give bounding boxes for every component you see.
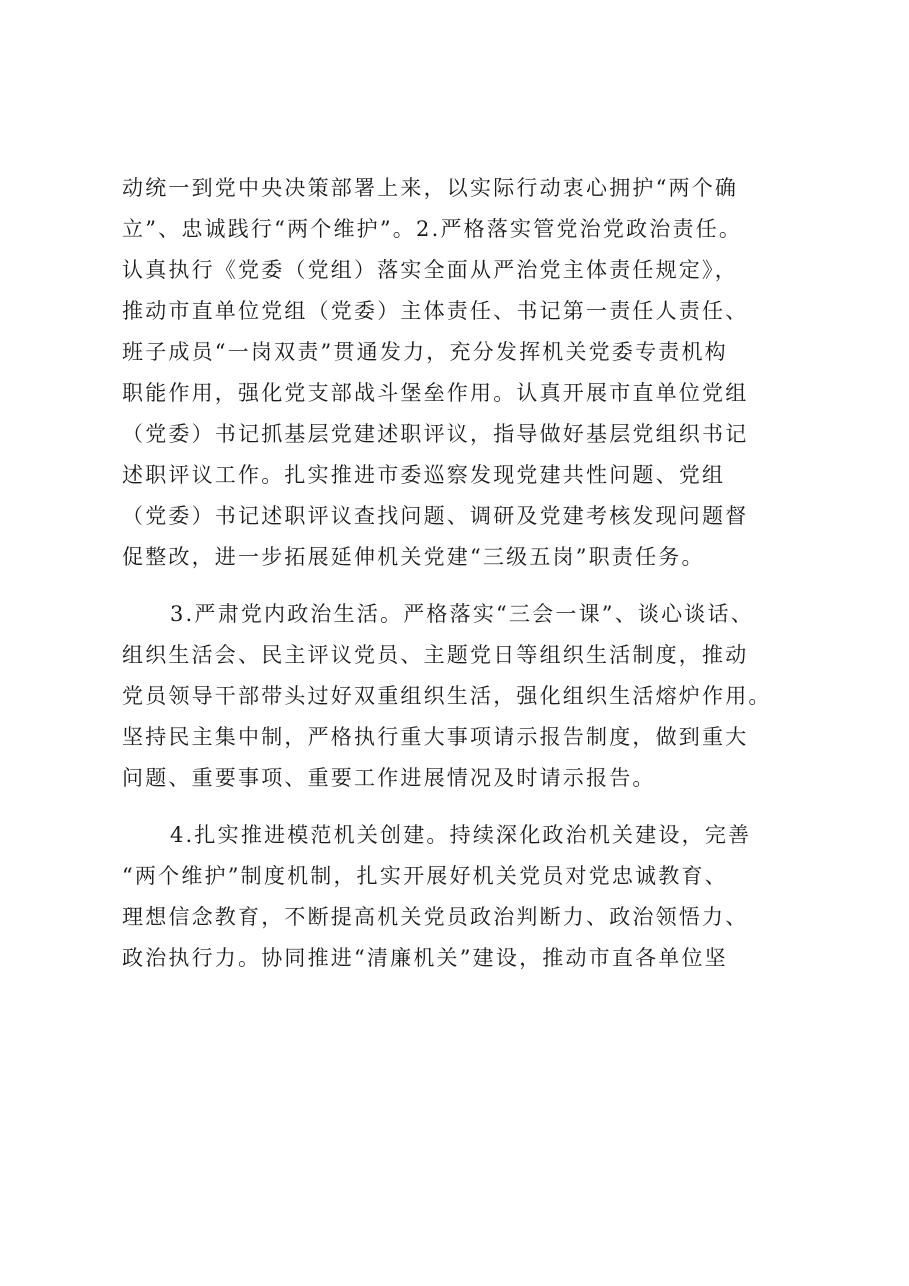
text-line: “两个维护”制度机制，扎实开展好机关党员对党忠诚教育、: [122, 864, 728, 888]
text-line: 理想信念教育，不断提高机关党员政治判断力、政治领悟力、: [122, 905, 749, 929]
text-line: 坚持民主集中制，严格执行重大事项请示报告制度，做到重大: [122, 725, 749, 749]
text-line: （党委）书记述职评议查找问题、调研及党建考核发现问题督: [122, 504, 749, 528]
text-line: 述职评议工作。扎实推进市委巡察发现党建共性问题、党组: [122, 463, 726, 487]
paragraph-start-line: 3.严肃党内政治生活。严格落实“三会一课”、谈心谈话、: [170, 602, 754, 626]
text-line: 职能作用，强化党支部战斗堡垒作用。认真开展市直单位党组: [122, 381, 749, 405]
text-line: 认真执行《党委（党组）落实全面从严治党主体责任规定》，: [122, 258, 738, 282]
text-line: 动统一到党中央决策部署上来，以实际行动衷心拥护“两个确: [122, 176, 739, 200]
text-line: 党员领导干部带头过好双重组织生活，强化组织生活熔炉作用。: [122, 684, 772, 708]
paragraph-gap: [122, 799, 822, 815]
text-line: （党委）书记抓基层党建述职评议，指导做好基层党组织书记: [122, 422, 749, 446]
paragraph-start-line: 4.扎实推进模范机关创建。持续深化政治机关建设，完善: [170, 823, 752, 847]
document-body: [122, 168, 822, 979]
text-line: 问题、重要事项、重要工作进展情况及时请示报告。: [122, 766, 656, 790]
text-line: 政治执行力。协同推进“清廉机关”建设，推动市直各单位坚: [122, 946, 728, 970]
text-line: 组织生活会、民主评议党员、主题党日等组织生活制度，推动: [122, 643, 749, 667]
paragraph-gap: [122, 578, 822, 594]
text-line: 立”、忠诚践行“两个维护”。2.严格落实管党治党政治责任。: [122, 217, 743, 241]
text-line: 促整改，进一步拓展延伸机关党建“三级五岗”职责任务。: [122, 545, 705, 569]
text-line: 推动市直单位党组（党委）主体责任、书记第一责任人责任、: [122, 299, 749, 323]
text-line: 班子成员“一岗双责”贯通发力，充分发挥机关党委专责机构: [122, 340, 728, 364]
